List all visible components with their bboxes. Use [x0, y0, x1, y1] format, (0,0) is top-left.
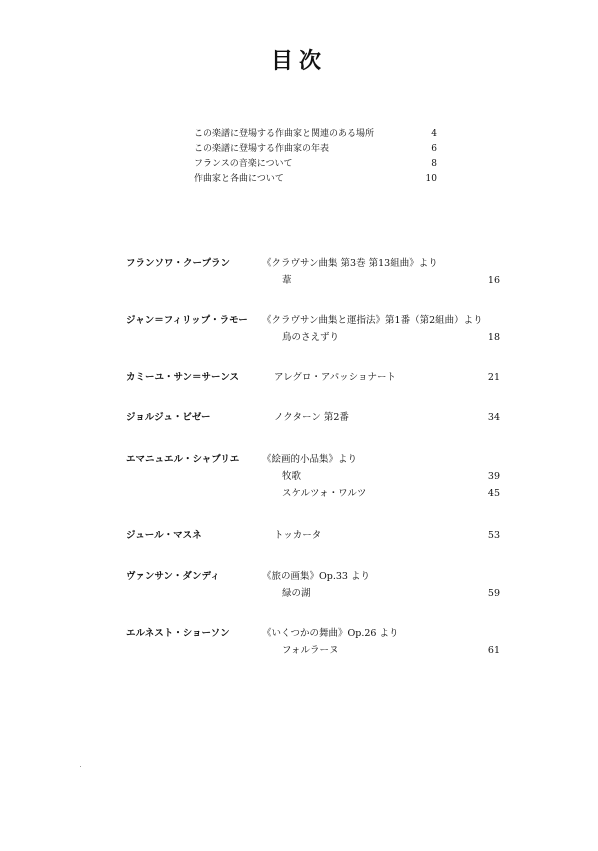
piece-page: 18 [487, 332, 500, 343]
piece-page: 59 [487, 588, 500, 599]
toc-entry-label: 作曲家と各曲について [194, 174, 284, 184]
composer-name: エマニュエル・シャブリエ [126, 454, 240, 465]
piece-title: 牧歌 [282, 471, 302, 482]
piece-title: 葦 [282, 275, 292, 286]
piece-page: 34 [487, 412, 500, 423]
toc-entry-page: 6 [431, 144, 437, 154]
piece-line[interactable] [0, 312, 598, 329]
toc-entry-label: この楽譜に登場する作曲家と関連のある場所 [194, 129, 375, 139]
piece-title: アレグロ・アパッショナート [274, 372, 396, 383]
piece-page: 53 [487, 530, 500, 541]
piece-line[interactable] [0, 485, 598, 502]
scan-speck [80, 766, 81, 767]
piece-page: 45 [487, 488, 500, 499]
piece-line[interactable] [0, 568, 598, 585]
toc-entry[interactable] [194, 172, 437, 187]
toc-entry[interactable] [194, 142, 437, 157]
piece-title: 《絵画的小品集》より [262, 454, 358, 465]
piece-line[interactable] [0, 625, 598, 642]
composer-name: フランソワ・クープラン [126, 258, 231, 269]
piece-title: 《旅の画集》Op.33 より [262, 571, 370, 582]
piece-line[interactable] [0, 527, 598, 544]
composer-name: ヴァンサン・ダンディ [126, 571, 220, 582]
piece-line[interactable] [0, 255, 598, 272]
piece-title: フォルラーヌ [282, 645, 339, 656]
piece-page: 39 [487, 471, 500, 482]
piece-page: 61 [487, 645, 500, 656]
piece-line[interactable] [0, 272, 598, 289]
piece-line[interactable] [0, 468, 598, 485]
piece-title: 《いくつかの舞曲》Op.26 より [262, 628, 399, 639]
piece-title: スケルツォ・ワルツ [282, 488, 367, 499]
piece-line[interactable] [0, 329, 598, 346]
piece-line[interactable] [0, 585, 598, 602]
toc-entry[interactable] [194, 157, 437, 172]
toc-entry-page: 10 [425, 174, 437, 184]
toc-entry-page: 8 [431, 159, 437, 169]
piece-title: トッカータ [274, 530, 322, 541]
piece-title: 《クラヴサン曲集と運指法》第1番（第2組曲）より [262, 315, 483, 326]
piece-line[interactable] [0, 369, 598, 386]
composer-name: ジャン＝フィリップ・ラモー [126, 315, 248, 326]
page-title: 目次 [270, 49, 327, 74]
toc-entry-label: この楽譜に登場する作曲家の年表 [194, 144, 330, 154]
intro-section [194, 127, 437, 187]
piece-line[interactable] [0, 409, 598, 426]
piece-page: 16 [487, 275, 500, 286]
piece-title: 《クラヴサン曲集 第3巻 第13組曲》より [262, 258, 438, 269]
toc-entry[interactable] [194, 127, 437, 142]
composer-name: ジョルジュ・ビゼー [126, 412, 211, 423]
piece-title: 鳥のさえずり [282, 332, 340, 343]
piece-title: ノクターン 第2番 [274, 412, 349, 423]
composer-name: カミーユ・サン＝サーンス [126, 372, 240, 383]
composer-name: エルネスト・ショーソン [126, 628, 230, 639]
piece-title: 緑の湖 [282, 588, 311, 599]
piece-page: 21 [487, 372, 500, 383]
composer-name: ジュール・マスネ [126, 530, 202, 541]
toc-entry-label: フランスの音楽について [194, 159, 293, 169]
piece-line[interactable] [0, 642, 598, 659]
toc-entry-page: 4 [431, 129, 437, 139]
piece-line[interactable] [0, 451, 598, 468]
